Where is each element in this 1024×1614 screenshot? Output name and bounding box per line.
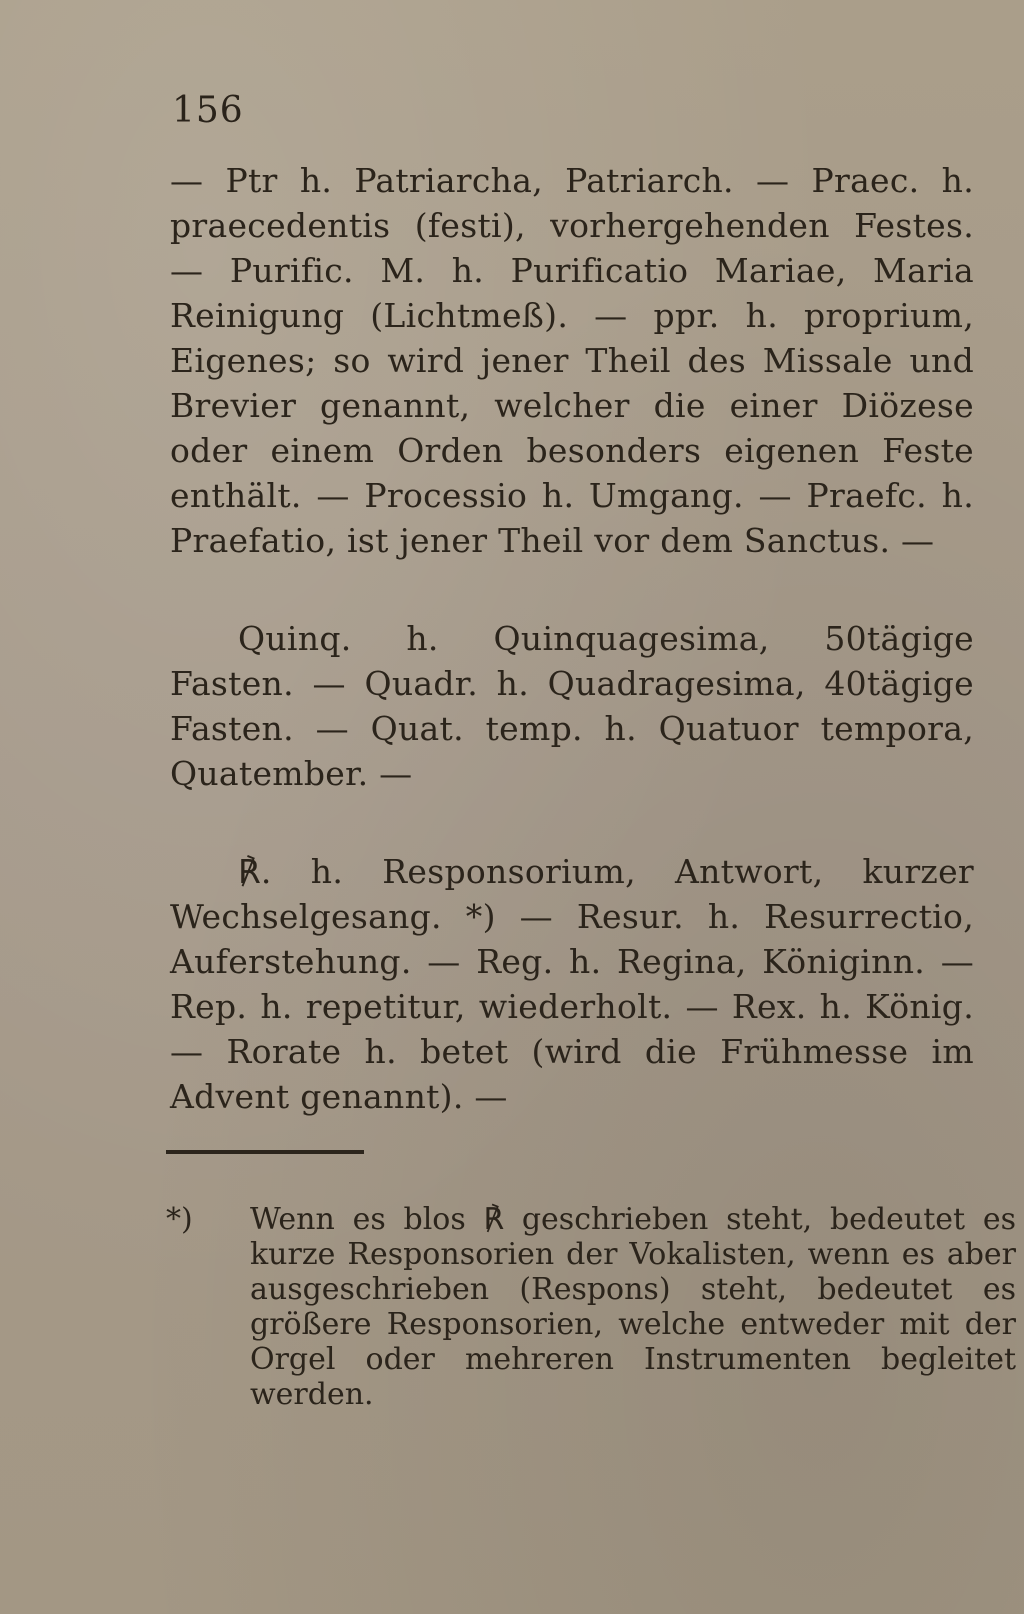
paragraph-abbreviations-r: ℟. h. Responsorium, Antwort, kurzer Wechselgesang. *) — Resur. h. Resurrectio, Auferstehung. — Reg. h. Regina, Königinn. — Rep. h. repetitur, wiederholt. — Rex. h. König. — Rorate h. betet (wird die Frühmesse im Advent genannt). — <box>170 852 974 1116</box>
footnote <box>166 1202 1016 1412</box>
paragraph-abbreviations-p: — Ptr h. Patriarcha, Patriarch. — Praec. h. praecedentis (festi), vorhergehenden Festes. — Purific. M. h. Purificatio Mariae, Maria Reinigung (Lichtmeß). — ppr. h. proprium, Eigenes; so wird jener Theil des Missale und Brevier genannt, welcher die einer Diözese oder einem Orden besonders eigenen Feste enthält. — Processio h. Umgang. — Praefc. h. Praefatio, ist jener Theil vor dem Sanctus. — <box>170 161 974 560</box>
main-text-block <box>170 158 974 1119</box>
footnote-divider <box>166 1150 364 1154</box>
footnote-text: Wenn es blos ℟ geschrieben steht, bedeutet es kurze Responsorien der Vokalisten, wenn es aber ausgeschrieben (Respons) steht, bedeutet es größere Responsorien, welche entweder mit der Orgel oder mehreren Instrumenten begleitet werden. <box>250 1202 1016 1412</box>
page-number: 156 <box>172 90 244 131</box>
footnote-marker: *) <box>166 1202 193 1237</box>
paragraph-abbreviations-q: Quinq. h. Quinquagesima, 50tägige Fasten. — Quadr. h. Quadragesima, 40tägige Fasten. — Quat. temp. h. Quatuor tempora, Quatember. — <box>170 619 974 793</box>
